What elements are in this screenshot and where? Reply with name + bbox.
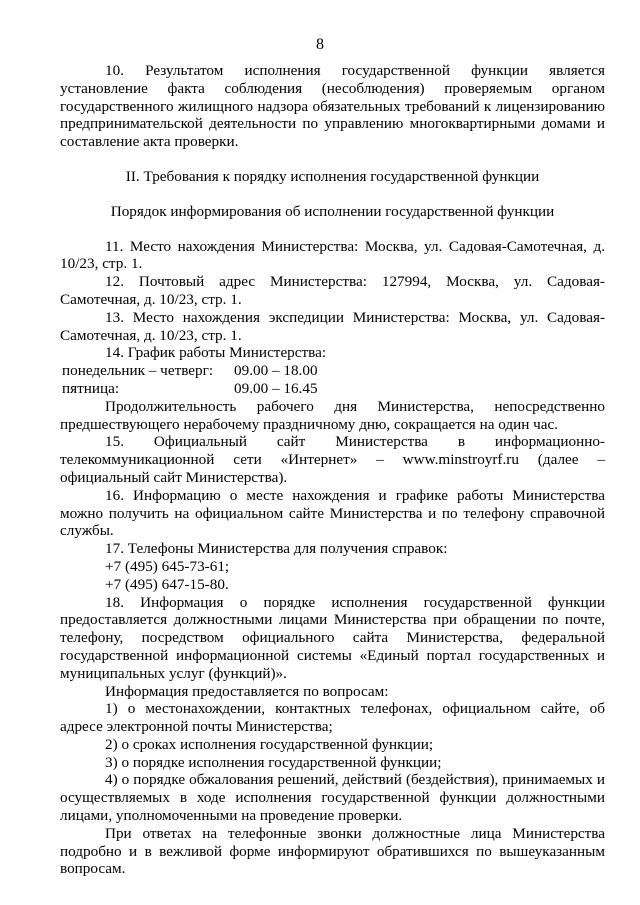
paragraph-17: 17. Телефоны Министерства для получения справок:	[105, 540, 448, 558]
paragraph-12: 12. Почтовый адрес Министерства: 127994, Москва, ул. Садовая-Самотечная, д. 10/23, стр. 1.	[60, 273, 605, 308]
paragraph-14-note: Продолжительность рабочего дня Министерства, непосредственно предшествующего нерабочему праздничному дню, сокращается на один час.	[60, 397, 605, 433]
phone-number: +7 (495) 647-15-80.	[105, 575, 229, 593]
paragraph-11: 11. Место нахождения Министерства: Москва, ул. Садовая-Самотечная, д. 10/23, стр. 1.	[60, 237, 605, 273]
schedule-row	[60, 362, 605, 380]
paragraph-15: 15. Официальный сайт Министерства в информационно-телекоммуникационной сети «Интернет» – www.minstroyrf.ru (далее – официальный сайт Министерства).	[60, 433, 605, 486]
schedule-hours: 09.00 – 16.45	[234, 379, 318, 397]
phone-number: +7 (495) 645-73-61;	[105, 557, 230, 575]
schedule-days: понедельник – четверг:	[62, 362, 214, 380]
paragraph-13: 13. Место нахождения экспедиции Министерства: Москва, ул. Садовая-Самотечная, д. 10/23, стр. 1.	[60, 308, 605, 344]
paragraph-10: 10. Результатом исполнения государственной функции является установление факта соблюдения (несоблюдения) проверяемым органом государственного жилищного надзора обязательных требований к лицензированию предпринимательской деятельности по управлению многоквартирными домами и составление акта проверки.	[60, 62, 605, 151]
paragraph-14: 14. График работы Министерства:	[105, 344, 327, 362]
paragraph-18: 18. Информация о порядке исполнения государственной функции предоставляется должностными лицами Министерства при обращении по почте, телефону, посредством официального сайта Министерства, федеральной государственной информационной системы «Единый портал государственных и муниципальных услуг (функций)».	[60, 593, 605, 682]
section-title: II. Требования к порядку исполнения государственной функции	[125, 167, 540, 185]
schedule-hours: 09.00 – 18.00	[234, 362, 318, 380]
info-intro: Информация предоставляется по вопросам:	[105, 682, 389, 700]
closing-paragraph: При ответах на телефонные звонки должностные лица Министерства подробно и в вежливой форме информируют обратившихся по вышеуказанным вопросам.	[60, 824, 605, 878]
paragraph-16: 16. Информацию о месте нахождения и графике работы Министерства можно получить на официальном сайте Министерства и по телефону справочной службы.	[60, 486, 605, 540]
page-content	[60, 62, 605, 878]
page-number: 8	[316, 36, 324, 53]
schedule-days: пятница:	[62, 379, 120, 397]
schedule-row	[60, 380, 605, 398]
info-item: 2) о сроках исполнения государственной функции;	[105, 735, 434, 753]
info-item: 3) о порядке исполнения государственной функции;	[105, 753, 442, 771]
info-item: 1) о местонахождении, контактных телефонах, официальном сайте, об адресе электронной почты Министерства;	[60, 700, 605, 736]
subsection-title: Порядок информирования об исполнении государственной функции	[110, 202, 555, 220]
info-item: 4) о порядке обжалования решений, действий (бездействия), принимаемых и осуществляемых в ходе исполнения государственной функции должностными лицами, уполномоченными на проведение проверки.	[60, 771, 605, 825]
